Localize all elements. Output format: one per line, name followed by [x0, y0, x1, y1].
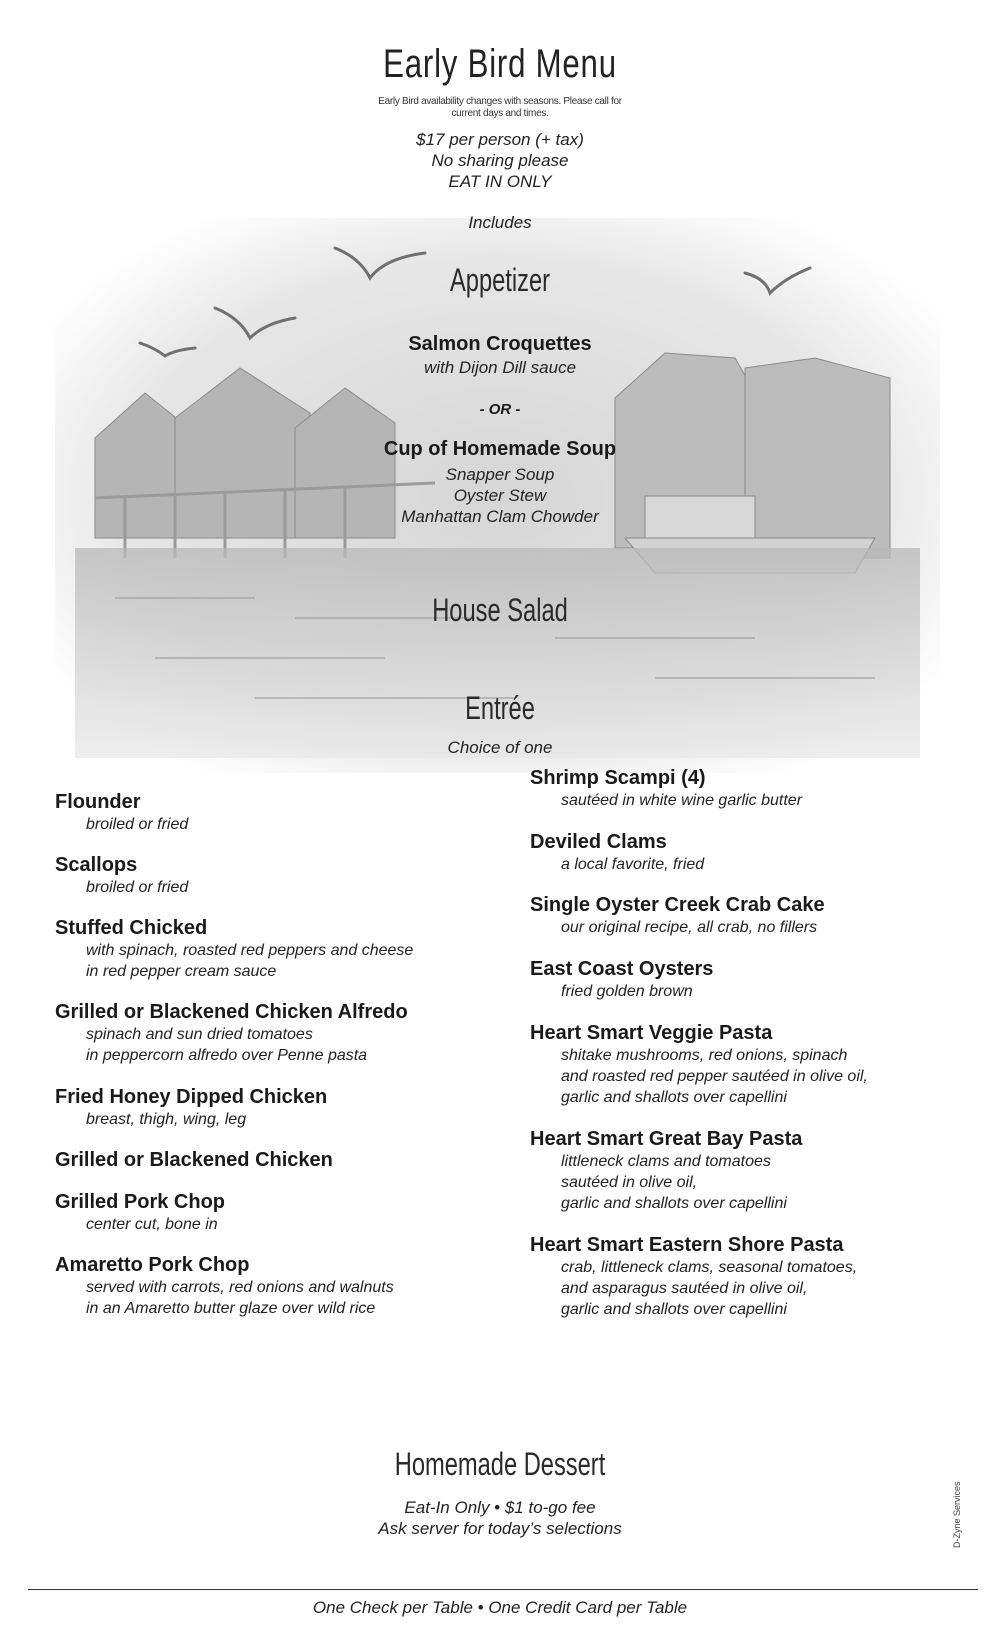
- entree-item-desc: fried golden brown: [561, 983, 693, 1000]
- entree-item-name: Fried Honey Dipped Chicken: [55, 1086, 328, 1108]
- appetizer-salmon-croquettes: Salmon Croquettes: [408, 333, 592, 355]
- availability-note-line2: current days and times.: [451, 108, 549, 119]
- entree-item-desc: spinach and sun dried tomatoes in peppercorn alfredo over Penne pasta: [86, 1026, 368, 1064]
- entree-item: [55, 1000, 408, 1066]
- entree-item: [530, 1233, 857, 1320]
- entree-item: [530, 893, 825, 938]
- entree-item-name: Heart Smart Eastern Shore Pasta: [530, 1234, 844, 1256]
- entree-item-desc: sautéed in white wine garlic butter: [561, 792, 803, 809]
- soup-option: Snapper Soup: [445, 465, 555, 484]
- entree-item-name: Heart Smart Great Bay Pasta: [530, 1128, 803, 1150]
- entree-item-name: Grilled or Blackened Chicken Alfredo: [55, 1001, 408, 1023]
- entree-item-name: Heart Smart Veggie Pasta: [530, 1022, 773, 1044]
- entree-item-desc: with spinach, roasted red peppers and cheese in red pepper cream sauce: [86, 942, 414, 980]
- appetizer-salmon-desc: with Dijon Dill sauce: [423, 358, 577, 377]
- entree-item-desc: a local favorite, fried: [561, 856, 705, 873]
- footer-policy: One Check per Table • One Credit Card per Table: [312, 1598, 688, 1617]
- entree-item-desc: our original recipe, all crab, no fillers: [561, 919, 818, 936]
- entree-item-desc: crab, littleneck clams, seasonal tomatoes, and asparagus sautéed in olive oil, garlic and shallots over capellini: [561, 1259, 858, 1318]
- includes-label: Includes: [468, 213, 532, 232]
- entree-item: [55, 853, 188, 898]
- entree-item: [530, 830, 704, 875]
- dessert-line2: Ask server for today’s selections: [378, 1519, 622, 1538]
- entree-item: [55, 916, 413, 982]
- or-divider: - OR -: [479, 401, 521, 418]
- eat-in-only-note: EAT IN ONLY: [448, 172, 552, 191]
- entree-item-desc: served with carrots, red onions and walnuts in an Amaretto butter glaze over wild rice: [86, 1279, 394, 1317]
- entree-heading: Entrée: [465, 690, 535, 726]
- entree-item: [530, 1021, 868, 1108]
- dessert-line1: Eat-In Only • $1 to-go fee: [404, 1498, 596, 1517]
- entree-item-desc: littleneck clams and tomatoes sautéed in olive oil, garlic and shallots over capellini: [561, 1153, 787, 1212]
- price: $17 per person (+ tax): [416, 130, 584, 149]
- entree-item-desc: broiled or fried: [86, 879, 189, 896]
- entree-item-name: Amaretto Pork Chop: [55, 1254, 250, 1276]
- availability-note-line1: Early Bird availability changes with seasons. Please call for: [378, 96, 622, 107]
- entree-item-name: Stuffed Chicked: [55, 917, 208, 939]
- appetizer-soup: Cup of Homemade Soup: [383, 438, 617, 460]
- designer-credit: D-Zyne Services: [952, 1481, 962, 1548]
- entree-item: [530, 957, 713, 1002]
- footer-divider: [28, 1589, 978, 1590]
- entree-item-desc: broiled or fried: [86, 816, 189, 833]
- soup-option: Manhattan Clam Chowder: [401, 507, 599, 526]
- entree-item-name: Deviled Clams: [530, 831, 667, 853]
- entree-item-name: Grilled or Blackened Chicken: [55, 1149, 333, 1171]
- entree-item: [55, 1253, 394, 1319]
- entree-item: [55, 1190, 225, 1235]
- entree-item-name: Scallops: [55, 854, 138, 876]
- entree-item-desc: breast, thigh, wing, leg: [86, 1111, 247, 1128]
- dessert-heading: Homemade Dessert: [394, 1446, 606, 1482]
- entree-item-name: Single Oyster Creek Crab Cake: [530, 894, 825, 916]
- appetizer-heading: Appetizer: [449, 262, 551, 298]
- entree-item: [55, 790, 188, 835]
- entree-subheading: Choice of one: [447, 738, 553, 757]
- entree-item-name: Grilled Pork Chop: [55, 1191, 226, 1213]
- soup-option: Oyster Stew: [453, 486, 547, 505]
- entree-item-name: Flounder: [55, 791, 141, 813]
- entree-item: [530, 1127, 802, 1214]
- entree-item-name: Shrimp Scampi (4): [530, 767, 706, 789]
- entree-item-name: East Coast Oysters: [530, 958, 714, 980]
- entree-item-desc: center cut, bone in: [86, 1216, 218, 1233]
- no-sharing-note: No sharing please: [431, 151, 569, 170]
- entree-item: [55, 1148, 333, 1172]
- entree-item: [55, 1085, 327, 1130]
- entree-item-desc: shitake mushrooms, red onions, spinach and roasted red pepper sautéed in olive oil, garlic and shallots over capellini: [561, 1047, 868, 1106]
- house-salad-heading: House Salad: [432, 592, 568, 628]
- entree-item: [530, 766, 802, 811]
- menu-title: Early Bird Menu: [383, 42, 617, 86]
